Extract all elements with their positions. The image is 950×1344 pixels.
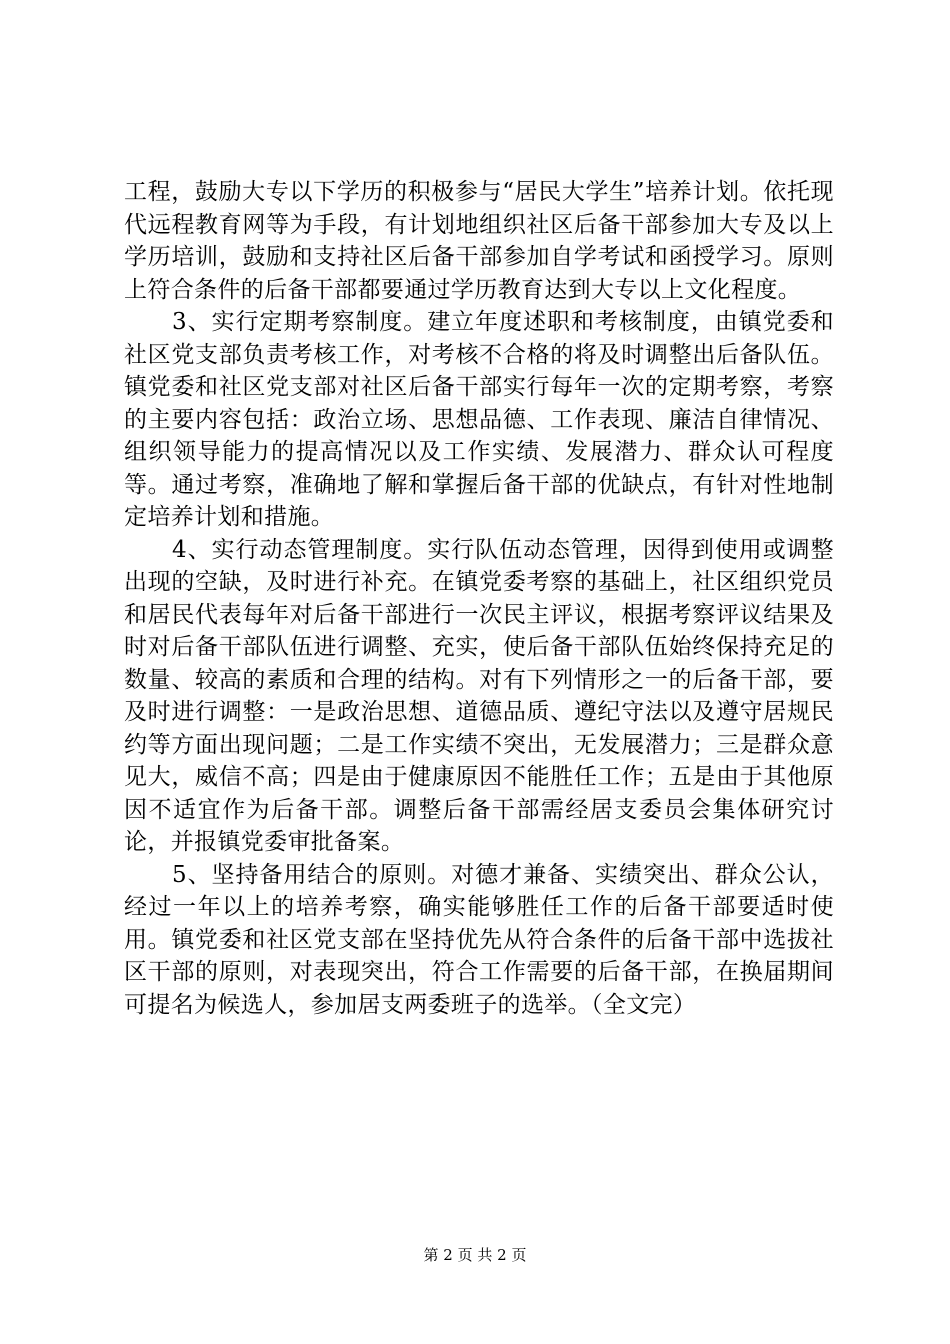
- paragraph-continuation: 工程，鼓励大专以下学历的积极参与“居民大学生”培养计划。依托现代远程教育网等为手段，有计划地组织社区后备干部参加大专及以上学历培训，鼓励和支持社区后备干部参加自学考试和函授学习。原则上符合条件的后备干部都要通过学历教育达到大专以上文化程度。: [124, 179, 834, 303]
- paragraph-dynamic-management: 4、实行动态管理制度。实行队伍动态管理，因得到使用或调整出现的空缺，及时进行补充。在镇党委考察的基础上，社区组织党员和居民代表每年对后备干部进行一次民主评议，根据考察评议结果及时对后备干部队伍进行调整、充实，使后备干部队伍始终保持充足的数量、较高的素质和合理的结构。对有下列情形之一的后备干部，要及时进行调整：一是政治思想、道德品质、遵纪守法以及遵守居规民约等方面出现问题；二是工作实绩不突出，无发展潜力；三是群众意见大，威信不高；四是由于健康原因不能胜任工作；五是由于其他原因不适宜作为后备干部。调整后备干部需经居支委员会集体研究讨论，并报镇党委审批备案。: [124, 536, 834, 855]
- paragraph-training-and-use: 5、坚持备用结合的原则。对德才兼备、实绩突出、群众公认，经过一年以上的培养考察，确实能够胜任工作的后备干部要适时使用。镇党委和社区党支部在坚持优先从符合条件的后备干部中选拔社区干部的原则，对表现突出，符合工作需要的后备干部，在换届期间可提名为候选人，参加居支两委班子的选举。（全文完）: [124, 861, 834, 1018]
- document-body: [124, 176, 834, 1021]
- page-footer: 第 2 页 共 2 页: [423, 1246, 527, 1264]
- paragraph-periodic-inspection: 3、实行定期考察制度。建立年度述职和考核制度，由镇党委和社区党支部负责考核工作，对考核不合格的将及时调整出后备队伍。镇党委和社区党支部对社区后备干部实行每年一次的定期考察，考察的主要内容包括：政治立场、思想品德、工作表现、廉洁自律情况、组织领导能力的提高情况以及工作实绩、发展潜力、群众认可程度等。通过考察，准确地了解和掌握后备干部的优缺点，有针对性地制定培养计划和措施。: [124, 309, 834, 530]
